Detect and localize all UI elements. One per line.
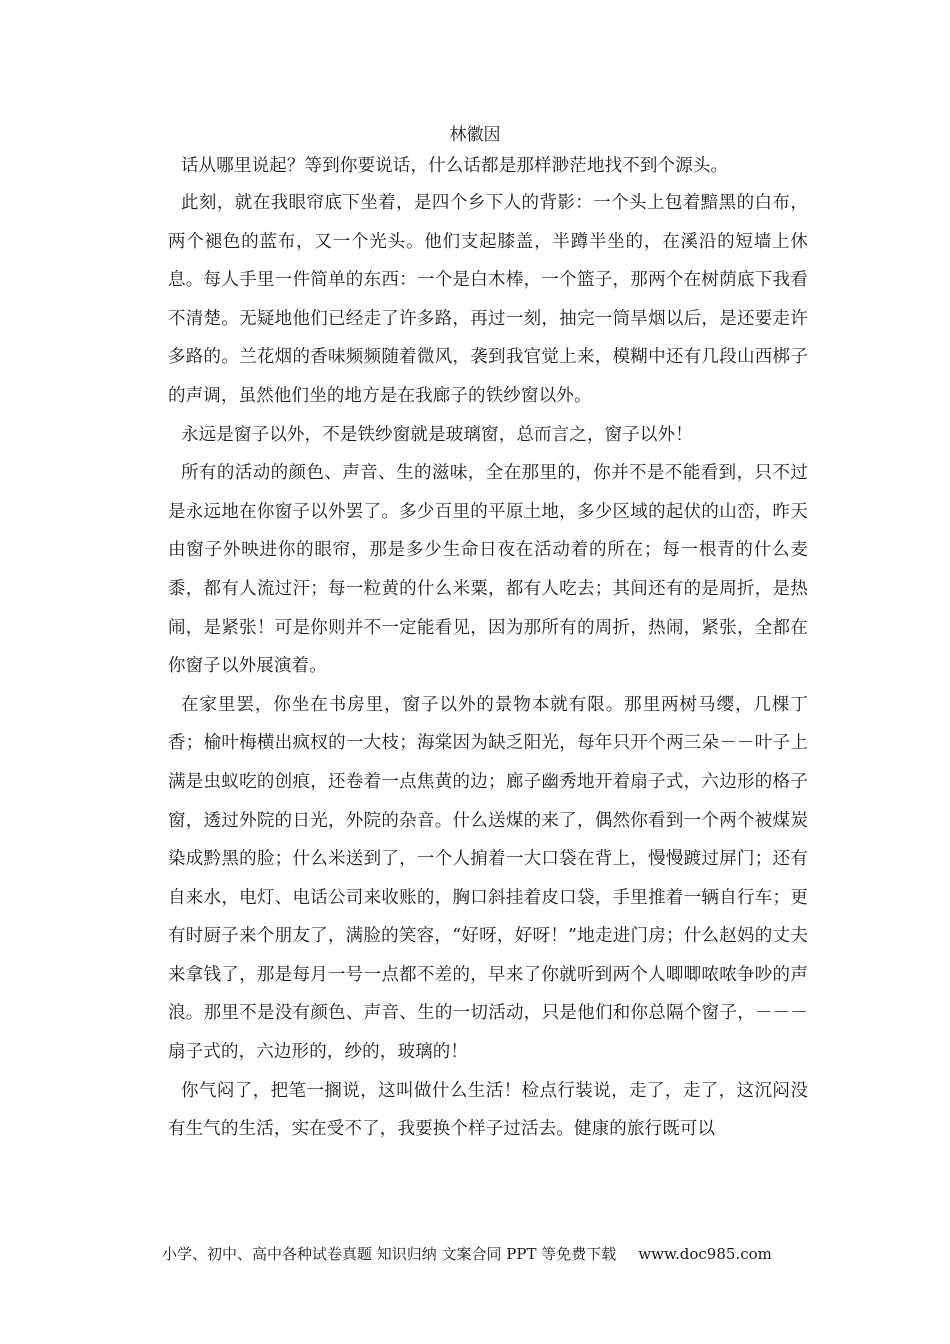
page-footer	[162, 1243, 772, 1265]
paragraph-5: 在家里罢，你坐在书房里，窗子以外的景物本就有限。那里两树马缨，几棵丁香；榆叶梅横出疯杈的一大枝；海棠因为缺乏阳光，每年只开个两三朵－－叶子上满是虫蚁吃的创痕，还卷着一点焦黄的边；廊子幽秀地开着扇子式，六边形的格子窗，透过外院的日光，外院的杂音。什么送煤的来了，偶然你看到一个两个被煤炭染成黔黑的脸；什么米送到了，一个人掮着一大口袋在背上，慢慢踱过屏门；还有自来水，电灯、电话公司来收账的，胸口斜挂着皮口袋，手里推着一辆自行车；更有时厨子来个朋友了，满脸的笑容，“好呀，好呀！”地走进门房；什么赵妈的丈夫来拿钱了，那是每月一号一点都不差的，早来了你就听到两个人唧唧哝哝争吵的声浪。那里不是没有颜色、声音、生的一切活动，只是他们和你总隔个窗子，－－－扇子式的，六边形的，纱的，玻璃的！	[168, 694, 808, 1063]
paragraph-2: 此刻，就在我眼帘底下坐着，是四个乡下人的背影：一个头上包着黯黑的白布，两个褪色的蓝布，又一个光头。他们支起膝盖，半蹲半坐的，在溪沿的短墙上休息。每人手里一件简单的东西：一个是白木棒，一个篮子，那两个在树荫底下我看不清楚。无疑地他们已经走了许多路，再过一刻，抽完一筒旱烟以后，是还要走许多路的。兰花烟的香味频频随着微风，袭到我官觉上来，模糊中还有几段山西梆子的声调，虽然他们坐的地方是在我廊子的铁纱窗以外。	[168, 193, 808, 406]
paragraph-6: 你气闷了，把笔一搁说，这叫做什么生活！检点行装说，走了，走了，这沉闷没有生气的生活，实在受不了，我要换个样子过活去。健康的旅行既可以	[168, 1080, 808, 1140]
author-name: 林徽因	[449, 125, 501, 145]
footer-site-link[interactable]: www.doc985.com	[638, 1245, 772, 1263]
paragraph-1: 话从哪里说起？等到你要说话，什么话都是那样渺茫地找不到个源头。	[181, 156, 729, 176]
essay-body	[168, 150, 808, 1149]
footer-ad-text: 小学、初中、高中各种试卷真题 知识归纳 文案合同 PPT 等免费下载	[162, 1245, 617, 1263]
paragraph-3: 永远是窗子以外，不是铁纱窗就是玻璃窗，总而言之，窗子以外！	[181, 424, 693, 445]
paragraph-4: 所有的活动的颜色、声音、生的滋味，全在那里的，你并不是不能看到，只不过是永远地在你窗子以外罢了。多少百里的平原土地，多少区域的起伏的山峦，昨天由窗子外映进你的眼帘，那是多少生命日夜在活动着的所在；每一根青的什么麦黍，都有人流过汗；每一粒黄的什么米粟，都有人吃去；其间还有的是周折，是热闹，是紧张！可是你则并不一定能看见，因为那所有的周折，热闹，紧张，全都在你窗子以外展演着。	[168, 463, 808, 677]
